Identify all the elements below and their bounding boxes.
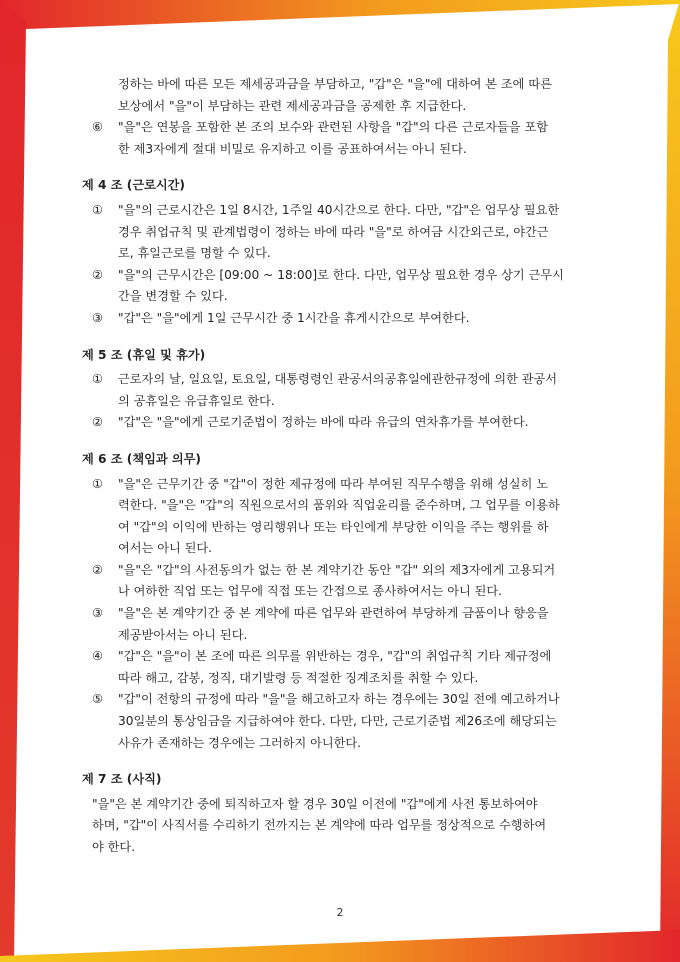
- text-line: 한 제3자에게 절대 비밀로 유지하고 이를 공표하여서는 아니 된다.: [118, 141, 467, 156]
- clause-item: [82, 689, 602, 754]
- text-line: "을"의 근로시간은 1일 8시간, 1주일 40시간으로 한다. 다만, "갑"은 업무상 필요한: [118, 202, 560, 217]
- article-title: 제 4 조 (근로시간): [82, 178, 185, 193]
- clause-number: ①: [92, 202, 103, 217]
- text-line: "을"은 본 계약기간 중 본 계약에 따른 업무와 관련하여 부당하게 금품이나 향응을: [118, 606, 549, 621]
- text-line: 여서는 아니 된다.: [118, 541, 213, 556]
- clause-item: [82, 200, 602, 265]
- text-line: 여 "갑"의 이익에 반하는 영리행위나 또는 타인에게 부당한 이익을 주는 행위를 하: [118, 519, 549, 534]
- text-line: 정하는 바에 따른 모든 제세공과금을 부담하고, "갑"은 "을"에 대하여 본 조에 따른: [118, 77, 552, 91]
- text-line: 로, 휴일근로를 명할 수 있다.: [118, 246, 271, 261]
- clause-number: ①: [92, 476, 103, 491]
- text-line: "을"은 근무기간 중 "갑"이 정한 제규정에 따라 부여된 직무수행을 위해 성실히 노: [118, 476, 549, 491]
- clause-number: ②: [92, 415, 103, 430]
- clause-number: ⑥: [92, 120, 103, 135]
- clause-item: [82, 560, 602, 603]
- text-line: "갑"이 전항의 규정에 따라 "을"을 해고하고자 하는 경우에는 30일 전에 예고하거나: [118, 692, 560, 707]
- text-line: 하며, "갑"이 사직서를 수리하기 전까지는 본 계약에 따라 업무를 정상적으로 수행하여: [92, 818, 547, 833]
- page-number: 2: [336, 906, 344, 919]
- text-line: 야 한다.: [92, 840, 136, 854]
- frame-right-band: [660, 0, 680, 962]
- text-line: 력한다. "을"은 "갑"의 직원으로서의 품위와 직업윤리를 준수하며, 그 업무를 이용하: [118, 498, 560, 513]
- text-line: 근로자의 날, 일요일, 토요일, 대통령령인 관공서의공휴일에관한규정에 의한 관공서: [118, 372, 558, 387]
- article-7: [82, 769, 602, 858]
- article-4: [82, 175, 602, 329]
- clause-item: [82, 412, 602, 434]
- text-line: "을"은 연봉을 포함한 본 조의 보수와 관련된 사항을 "갑"의 다른 근로자들을 포함: [118, 120, 549, 135]
- continuation-paragraph: [82, 74, 602, 117]
- text-line: 간을 변경할 수 있다.: [118, 289, 228, 304]
- clause-number: ③: [92, 310, 103, 325]
- article-title: 제 5 조 (휴일 및 휴가): [82, 347, 206, 362]
- text-line: "을"은 본 계약기간 중에 퇴직하고자 할 경우 30일 이전에 "갑"에게 사전 통보하여야: [92, 796, 538, 811]
- clause-item: [82, 646, 602, 689]
- text-line: 의 공휴일은 유급휴일로 한다.: [118, 393, 275, 408]
- article-5: [82, 345, 602, 434]
- clause-number: ③: [92, 606, 103, 621]
- text-line: "을"의 근무시간은 [09:00 ~ 18:00]로 한다. 다만, 업무상 필요한 경우 상기 근무시: [118, 267, 564, 282]
- clause-item: [82, 265, 602, 308]
- clause-number: ②: [92, 267, 103, 282]
- text-line: 나 여하한 직업 또는 업무에 직접 또는 간접으로 종사하여서는 아니 된다.: [118, 584, 503, 599]
- frame-left-band: [0, 0, 26, 962]
- article-title: 제 7 조 (사직): [82, 772, 162, 787]
- clause-item: [82, 117, 602, 160]
- clause-item: [82, 603, 602, 646]
- text-line: "을"은 "갑"의 사전동의가 없는 한 본 계약기간 동안 "갑" 외의 제3자에게 고용되거: [118, 562, 556, 577]
- clause-number: ④: [92, 649, 103, 664]
- text-line: "갑"은 "을"에게 근로기준법이 정하는 바에 따라 유급의 연차휴가를 부여한다.: [118, 415, 529, 430]
- clause-number: ⑤: [92, 692, 103, 707]
- contract-page: [82, 74, 602, 859]
- clause-item: [82, 308, 602, 330]
- clause-item: [82, 474, 602, 560]
- text-line: 사유가 존재하는 경우에는 그러하지 아니한다.: [118, 735, 362, 750]
- text-line: "갑"은 "을"에게 1일 근무시간 중 1시간을 휴게시간으로 부여한다.: [118, 310, 470, 325]
- clause-number: ①: [92, 372, 103, 387]
- text-line: 경우 취업규칙 및 관계법령이 정하는 바에 따라 "을"로 하여금 시간외근로, 야간근: [118, 224, 549, 239]
- article-title: 제 6 조 (책임과 의무): [82, 451, 202, 466]
- frame-bottom-band: [0, 930, 680, 962]
- article-6: [82, 449, 602, 754]
- article-body: [82, 794, 602, 859]
- text-line: 30일분의 통상임금을 지급하여야 한다. 다만, 다만, 근로기준법 제26조에 해당되는: [118, 714, 557, 729]
- text-line: 따라 해고, 감봉, 정직, 대기발령 등 적절한 징계조치를 취할 수 있다.: [118, 670, 479, 685]
- frame-top-band: [0, 0, 680, 30]
- text-line: 제공받아서는 아니 된다.: [118, 627, 248, 642]
- text-line: "갑"은 "을"이 본 조에 따른 의무를 위반하는 경우, "갑"의 취업규칙 기타 제규정에: [118, 649, 552, 664]
- clause-item: [82, 369, 602, 412]
- clause-number: ②: [92, 562, 103, 577]
- text-line: 보상에서 "을"이 부담하는 관련 제세공과금을 공제한 후 지급한다.: [118, 98, 467, 113]
